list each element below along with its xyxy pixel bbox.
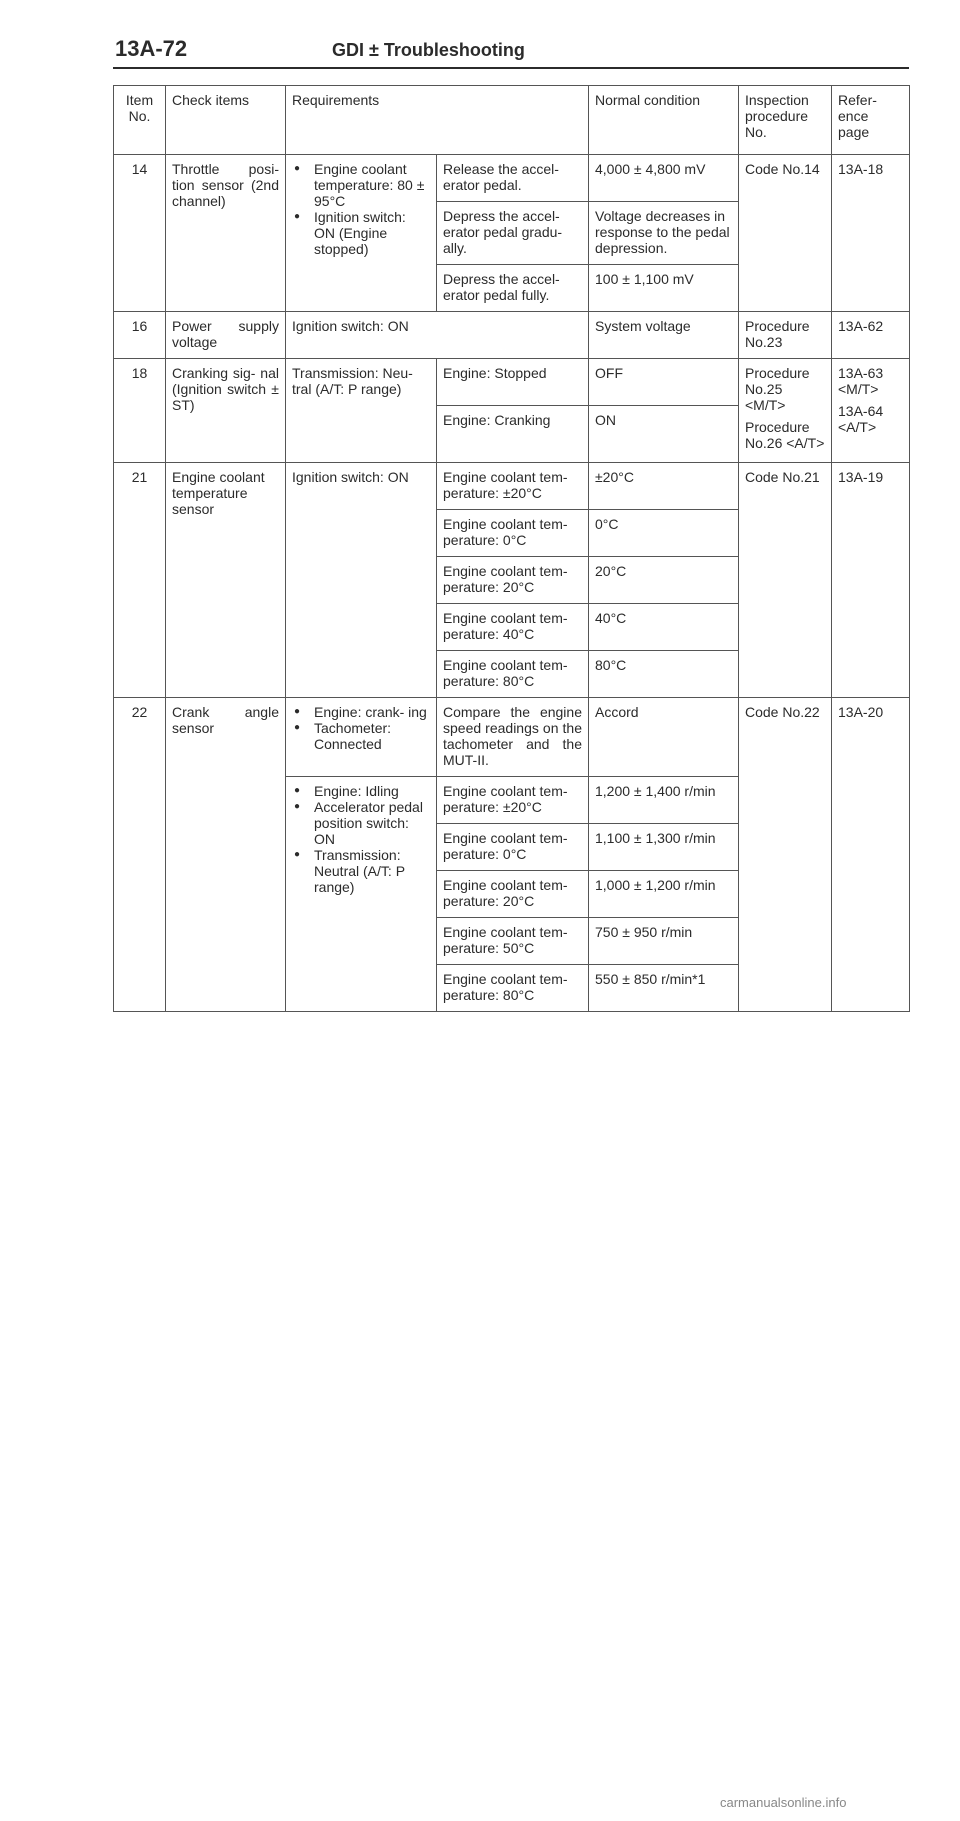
requirement-bullet: ● Engine coolant temperature: 80 ± 95°C [314, 161, 430, 209]
requirement-sub: Engine: Stopped [437, 359, 589, 406]
requirement-bullet: ● Tachometer: Connected [314, 720, 430, 752]
col-header-requirements: Requirements [286, 86, 589, 155]
procedure-mt: Procedure No.25 <M/T> [745, 365, 810, 413]
item-no: 16 [114, 312, 166, 359]
table-row [114, 698, 910, 777]
page-title: GDI ± Troubleshooting [332, 40, 525, 60]
requirement-bullet: ● Engine: Idling [314, 783, 430, 799]
requirement-sub: Engine coolant tem- perature: 50°C [437, 918, 589, 965]
normal-condition: 80°C [589, 651, 739, 698]
col-header-item-no: Item No. [114, 86, 166, 155]
item-no: 18 [114, 359, 166, 463]
normal-condition: 40°C [589, 604, 739, 651]
troubleshooting-table [113, 85, 910, 1012]
normal-condition: ON [589, 406, 739, 463]
requirement-sub: Engine coolant tem- perature: ±20°C [437, 463, 589, 510]
table-row [114, 155, 910, 202]
reference-page: 13A-18 [832, 155, 910, 312]
reference-at: 13A-64 <A/T> [838, 403, 884, 435]
check-item: Throttle posi- tion sensor (2nd channel) [166, 155, 286, 312]
requirement-bullet: ● Accelerator pedal position switch: ON [314, 799, 430, 847]
normal-condition: 1,100 ± 1,300 r/min [589, 824, 739, 871]
page-number: 13A-72 [115, 36, 188, 61]
requirement-sub: Engine coolant tem- perature: 80°C [437, 651, 589, 698]
requirement-conditions [286, 698, 437, 777]
requirement-bullet: ● Transmission: Neutral (A/T: P range) [314, 847, 430, 895]
item-no: 22 [114, 698, 166, 1012]
requirement-sub: Engine coolant tem- perature: 80°C [437, 965, 589, 1012]
requirement-sub: Compare the engine speed readings on the tachometer and the MUT-II. [437, 698, 589, 777]
col-header-check-items: Check items [166, 86, 286, 155]
table-row [114, 463, 910, 510]
requirement-sub: Release the accel- erator pedal. [437, 155, 589, 202]
normal-condition: 0°C [589, 510, 739, 557]
requirement-bullet: ● Ignition switch: ON (Engine stopped) [314, 209, 430, 257]
requirement-sub: Engine coolant tem- perature: ±20°C [437, 777, 589, 824]
requirement-sub: Engine coolant tem- perature: 20°C [437, 557, 589, 604]
inspection-procedure [739, 359, 832, 463]
reference-page: 13A-19 [832, 463, 910, 698]
reference-mt: 13A-63 <M/T> [838, 365, 884, 397]
requirement-sub: Engine coolant tem- perature: 0°C [437, 824, 589, 871]
reference-page: 13A-20 [832, 698, 910, 1012]
check-item: Engine coolant temperature sensor [166, 463, 286, 698]
normal-condition: Voltage decreases in response to the pedal depression. [589, 202, 739, 265]
inspection-procedure: Code No.22 [739, 698, 832, 1012]
header-rule [113, 67, 909, 69]
requirement-conditions [286, 155, 437, 312]
table-row [114, 312, 910, 359]
normal-condition: 750 ± 950 r/min [589, 918, 739, 965]
troubleshooting-table-wrapper [113, 85, 909, 1012]
item-no: 21 [114, 463, 166, 698]
requirement-sub: Engine coolant tem- perature: 40°C [437, 604, 589, 651]
normal-condition: Accord [589, 698, 739, 777]
table-header-row [114, 86, 910, 155]
check-item: Cranking sig- nal (Ignition switch ± ST) [166, 359, 286, 463]
col-header-normal-condition: Normal condition [589, 86, 739, 155]
normal-condition: 100 ± 1,100 mV [589, 265, 739, 312]
table-row [114, 359, 910, 406]
requirement-conditions [286, 777, 437, 1012]
normal-condition: 1,200 ± 1,400 r/min [589, 777, 739, 824]
col-header-inspection-procedure: Inspection procedure No. [739, 86, 832, 155]
requirement-sub: Depress the accel- erator pedal gradu- ally. [437, 202, 589, 265]
requirement: Ignition switch: ON [286, 312, 589, 359]
normal-condition: 550 ± 850 r/min*1 [589, 965, 739, 1012]
reference-page [832, 359, 910, 463]
requirement-sub: Engine coolant tem- perature: 20°C [437, 871, 589, 918]
normal-condition: 1,000 ± 1,200 r/min [589, 871, 739, 918]
requirement-sub: Engine coolant tem- perature: 0°C [437, 510, 589, 557]
normal-condition: ±20°C [589, 463, 739, 510]
inspection-procedure: Code No.21 [739, 463, 832, 698]
footer-watermark: carmanualsonline.info [720, 1795, 847, 1810]
check-item: Power supply voltage [166, 312, 286, 359]
reference-page: 13A-62 [832, 312, 910, 359]
item-no: 14 [114, 155, 166, 312]
requirement-sub: Engine: Cranking [437, 406, 589, 463]
check-item: Crank angle sensor [166, 698, 286, 1012]
normal-condition: 4,000 ± 4,800 mV [589, 155, 739, 202]
requirement-bullet: ● Engine: crank- ing [314, 704, 430, 720]
normal-condition: 20°C [589, 557, 739, 604]
requirement-sub: Depress the accel- erator pedal fully. [437, 265, 589, 312]
inspection-procedure: Procedure No.23 [739, 312, 832, 359]
requirement-conditions: Transmission: Neu- tral (A/T: P range) [286, 359, 437, 463]
inspection-procedure: Code No.14 [739, 155, 832, 312]
normal-condition: OFF [589, 359, 739, 406]
normal-condition: System voltage [589, 312, 739, 359]
procedure-at: Procedure No.26 <A/T> [745, 419, 825, 451]
requirement-conditions: Ignition switch: ON [286, 463, 437, 698]
col-header-reference-page: Refer- ence page [832, 86, 910, 155]
